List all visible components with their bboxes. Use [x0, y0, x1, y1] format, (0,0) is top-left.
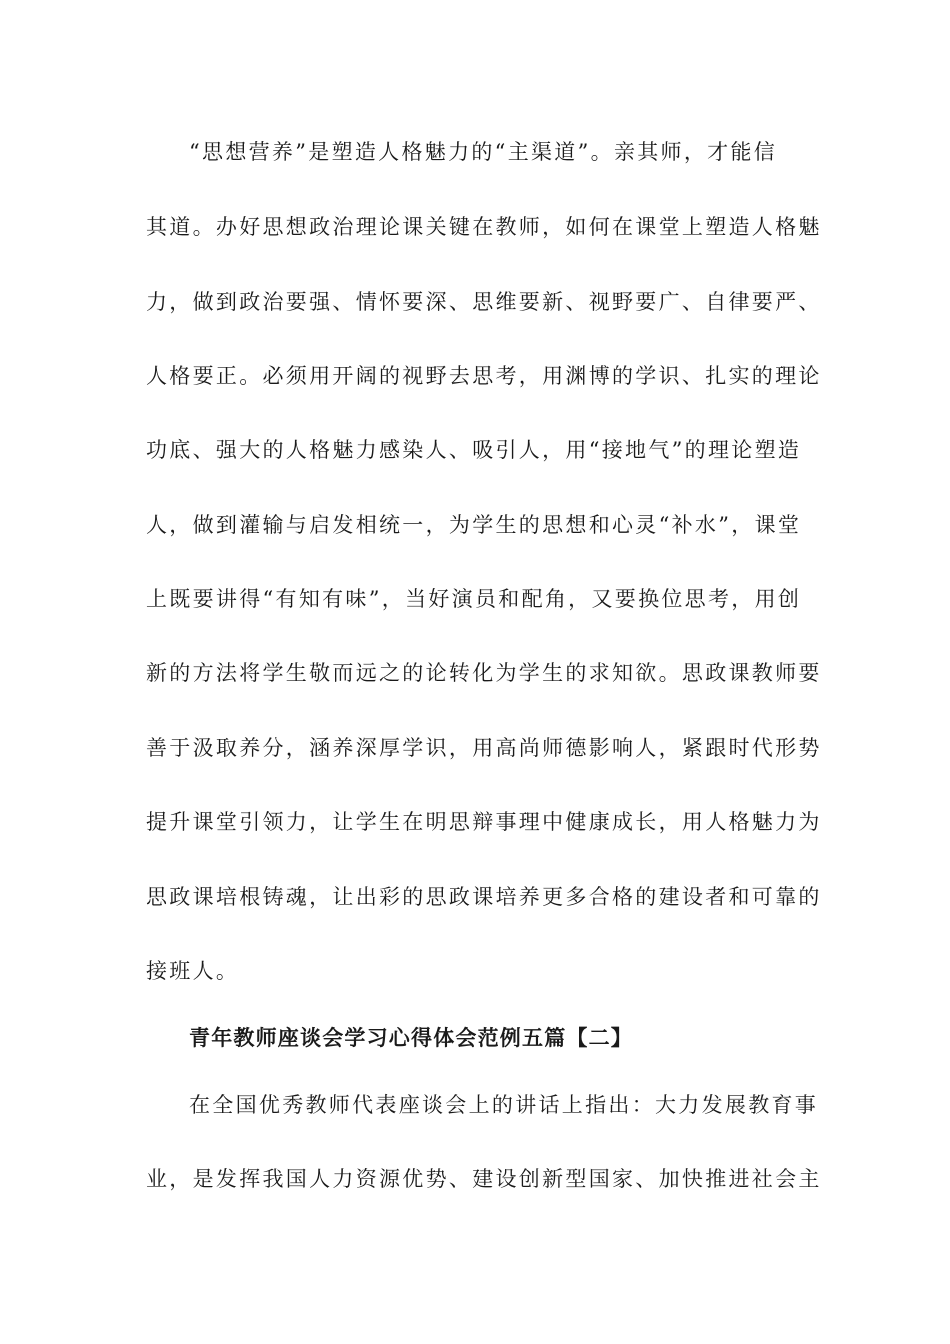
paragraph-1-line-8: 新的方法将学生敬而远之的论转化为学生的求知欲。思政课教师要: [146, 661, 822, 685]
section-heading: 青年教师座谈会学习心得体会范例五篇【二】: [189, 1026, 633, 1050]
paragraph-1-line-5: 功底、强大的人格魅力感染人、吸引人，用“接地气”的理论塑造: [146, 438, 802, 462]
paragraph-1-line-2: 其道。办好思想政治理论课关键在教师，如何在课堂上塑造人格魅: [146, 215, 822, 239]
paragraph-1-line-10: 提升课堂引领力，让学生在明思辩事理中健康成长，用人格魅力为: [146, 810, 822, 834]
paragraph-1-line-11: 思政课培根铸魂，让出彩的思政课培养更多合格的建设者和可靠的: [146, 885, 822, 909]
paragraph-1-line-4: 人格要正。必须用开阔的视野去思考，用渊博的学识、扎实的理论: [146, 364, 822, 388]
paragraph-1-line-3: 力，做到政治要强、情怀要深、思维要新、视野要广、自律要严、: [146, 290, 822, 314]
paragraph-1-line-9: 善于汲取养分，涵养深厚学识，用高尚师德影响人，紧跟时代形势: [146, 736, 822, 760]
paragraph-2-line-2: 业，是发挥我国人力资源优势、建设创新型国家、加快推进社会主: [146, 1167, 822, 1191]
paragraph-2-line-1: 在全国优秀教师代表座谈会上的讲话上指出：大力发展教育事: [189, 1093, 819, 1117]
paragraph-1-line-6: 人，做到灌输与启发相统一，为学生的思想和心灵“补水”，课堂: [146, 513, 802, 537]
paragraph-1-line-1: “思想营养”是塑造人格魅力的“主渠道”。亲其师，才能信: [189, 140, 778, 164]
paragraph-1-line-7: 上既要讲得“有知有味”，当好演员和配角，又要换位思考，用创: [146, 587, 802, 611]
paragraph-1-line-12: 接班人。: [146, 959, 240, 983]
